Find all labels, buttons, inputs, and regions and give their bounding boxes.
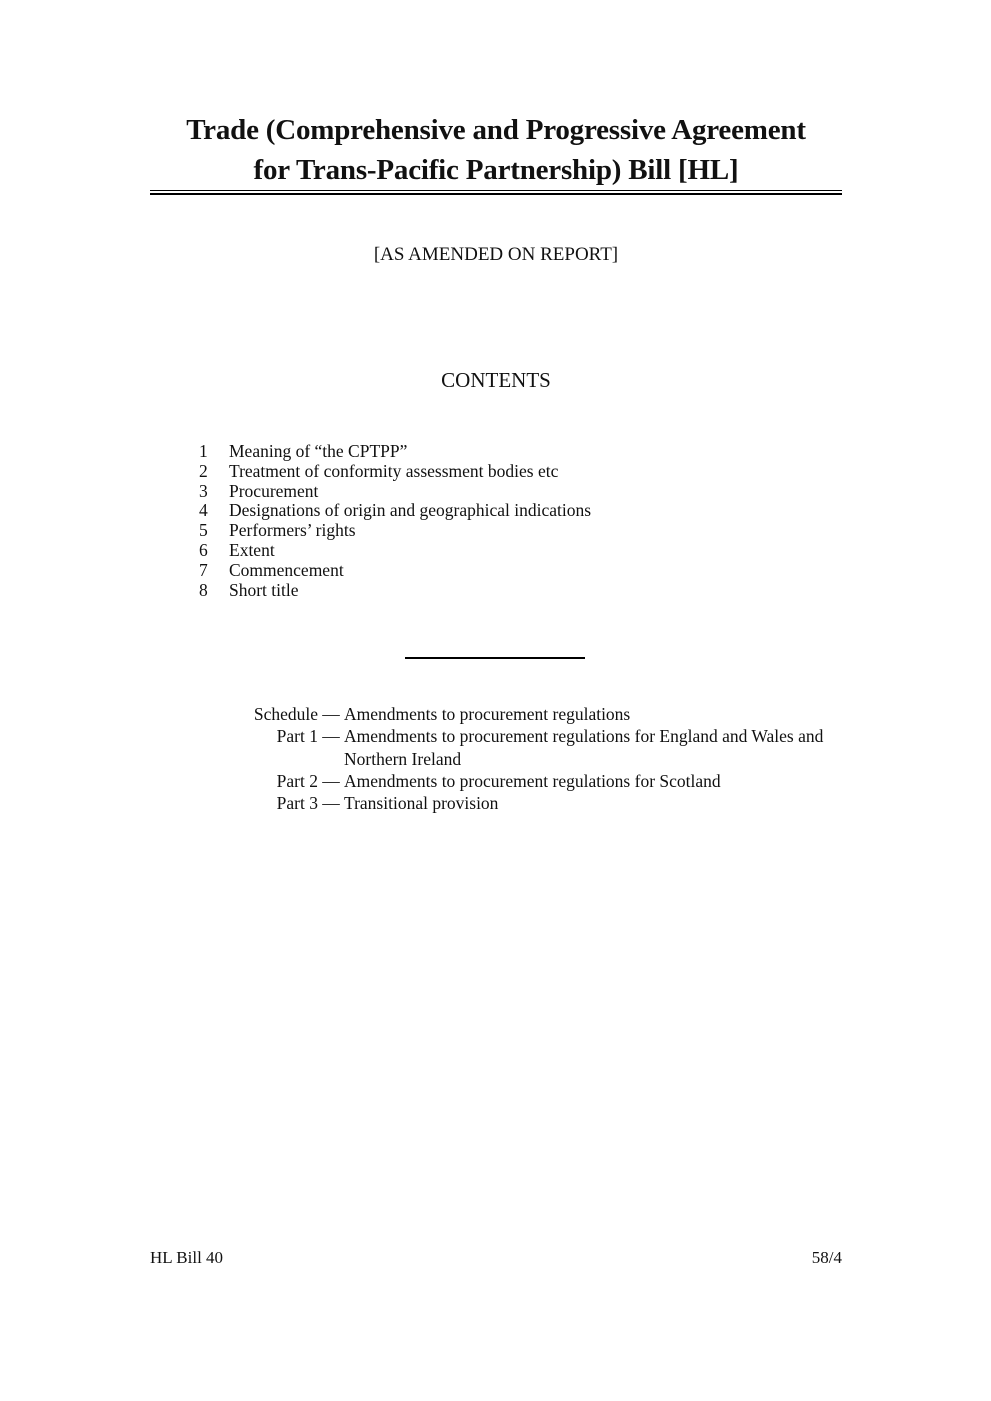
part-label: Part 2 bbox=[276, 770, 318, 791]
section-number: 8 bbox=[199, 579, 208, 600]
part-title: Amendments to procurement regulations for England and Wales and Northern Ireland bbox=[344, 726, 824, 769]
schedule-entry[interactable] bbox=[150, 792, 850, 814]
toc-entry[interactable] bbox=[195, 521, 755, 541]
dash: — bbox=[322, 726, 340, 747]
toc-entry[interactable] bbox=[195, 462, 755, 482]
schedule-entry[interactable] bbox=[150, 725, 850, 770]
bill-title-line-1: Trade (Comprehensive and Progressive Agreement bbox=[186, 114, 806, 146]
schedule-title: Amendments to procurement regulations bbox=[344, 704, 631, 724]
dash: — bbox=[322, 704, 340, 724]
title-rule-thick bbox=[150, 193, 842, 195]
section-title: Treatment of conformity assessment bodies etc bbox=[229, 460, 559, 481]
section-number: 5 bbox=[199, 520, 208, 541]
schedule-list bbox=[150, 703, 850, 814]
contents-heading: CONTENTS bbox=[441, 368, 551, 392]
toc-entry[interactable] bbox=[195, 561, 755, 581]
dash: — bbox=[322, 793, 340, 814]
section-title: Performers’ rights bbox=[229, 520, 356, 541]
section-number: 7 bbox=[199, 559, 208, 580]
bill-title bbox=[150, 110, 842, 190]
section-title: Procurement bbox=[229, 480, 319, 501]
section-title: Extent bbox=[229, 539, 275, 560]
dash: — bbox=[322, 770, 340, 791]
bill-title-line-2: for Trans-Pacific Partnership) Bill [HL] bbox=[253, 154, 739, 186]
toc-entry[interactable] bbox=[195, 482, 755, 502]
part-title: Transitional provision bbox=[344, 793, 499, 814]
part-title: Amendments to procurement regulations for Scotland bbox=[344, 770, 721, 791]
section-number: 3 bbox=[199, 480, 208, 501]
sections-list bbox=[195, 442, 755, 600]
bill-number: HL Bill 40 bbox=[150, 1248, 224, 1267]
toc-entry[interactable] bbox=[195, 581, 755, 601]
toc-entry[interactable] bbox=[195, 541, 755, 561]
part-label: Part 3 bbox=[276, 793, 318, 814]
section-title: Meaning of “the CPTPP” bbox=[229, 441, 408, 461]
section-title: Designations of origin and geographical indications bbox=[229, 500, 592, 521]
amendment-status: [AS AMENDED ON REPORT] bbox=[373, 244, 619, 265]
section-number: 6 bbox=[199, 539, 208, 560]
schedule-entry[interactable] bbox=[150, 770, 850, 792]
title-rule-thin bbox=[150, 190, 842, 191]
toc-entry[interactable] bbox=[195, 501, 755, 521]
section-title: Commencement bbox=[229, 559, 344, 580]
bill-reference: 58/4 bbox=[811, 1248, 842, 1267]
part-label: Part 1 bbox=[276, 726, 318, 747]
schedule-label: Schedule bbox=[253, 704, 318, 724]
section-number: 4 bbox=[199, 500, 208, 521]
section-title: Short title bbox=[229, 579, 299, 600]
section-number: 2 bbox=[199, 460, 208, 481]
section-divider bbox=[405, 657, 585, 659]
toc-entry[interactable] bbox=[195, 442, 755, 462]
schedule-entry[interactable] bbox=[150, 703, 850, 725]
section-number: 1 bbox=[199, 441, 208, 461]
